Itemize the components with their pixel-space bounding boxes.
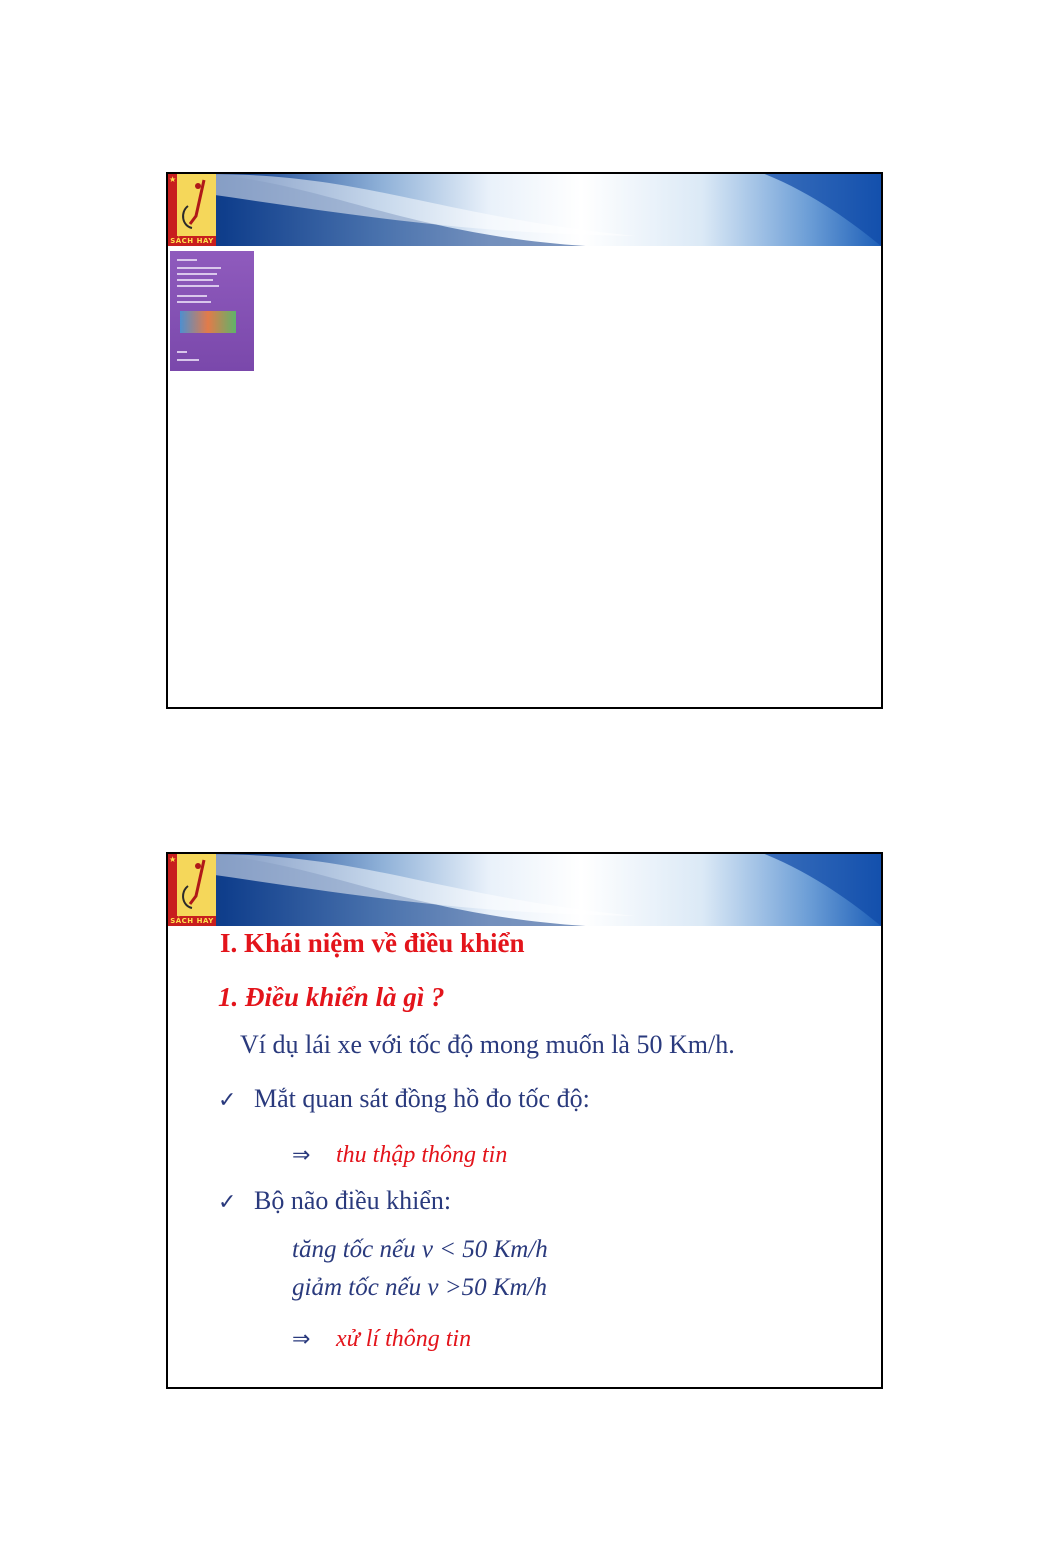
- slide-banner: [168, 854, 881, 926]
- condition-accelerate: tăng tốc nếu v < 50 Km/h: [292, 1236, 548, 1263]
- condition-decelerate: giảm tốc nếu v >50 Km/h: [292, 1274, 548, 1301]
- implies-arrow-icon: ⇒: [292, 1143, 311, 1168]
- section-heading: 1. Điều khiển là gì ?: [218, 982, 445, 1012]
- result-collect: [292, 1142, 507, 1169]
- check-icon: ✓: [218, 1088, 237, 1113]
- slide-title: I. Khái niệm về điều khiển: [220, 928, 525, 958]
- pen-nib-icon: [176, 176, 216, 236]
- result-text: xử lí thông tin: [336, 1326, 472, 1352]
- implies-arrow-icon: ⇒: [292, 1327, 311, 1352]
- book-cover-picture: [180, 311, 236, 333]
- bullet-text: Bộ não điều khiển:: [254, 1186, 452, 1215]
- example-text: Ví dụ lái xe với tốc độ mong muốn là 50 Km/h.: [240, 1030, 735, 1059]
- bullet-observe: [218, 1084, 590, 1114]
- slide-2: [166, 852, 883, 1389]
- book-cover-image: [170, 251, 254, 371]
- banner-swoosh: [168, 854, 881, 926]
- bullet-text: Mắt quan sát đồng hồ đo tốc độ:: [254, 1084, 590, 1113]
- check-icon: ✓: [218, 1190, 237, 1215]
- star-icon: ★: [169, 855, 177, 864]
- slide-1: [166, 172, 883, 709]
- logo: [168, 854, 216, 926]
- logo: [168, 174, 216, 246]
- bullet-brain: [218, 1186, 451, 1216]
- star-icon: ★: [169, 175, 177, 184]
- logo-band: SÁCH HAY: [168, 916, 216, 926]
- slide-banner: [168, 174, 881, 246]
- result-text: thu thập thông tin: [336, 1142, 508, 1168]
- result-process: [292, 1326, 471, 1353]
- pen-nib-icon: [176, 856, 216, 916]
- logo-band: SÁCH HAY: [168, 236, 216, 246]
- banner-swoosh: [168, 174, 881, 246]
